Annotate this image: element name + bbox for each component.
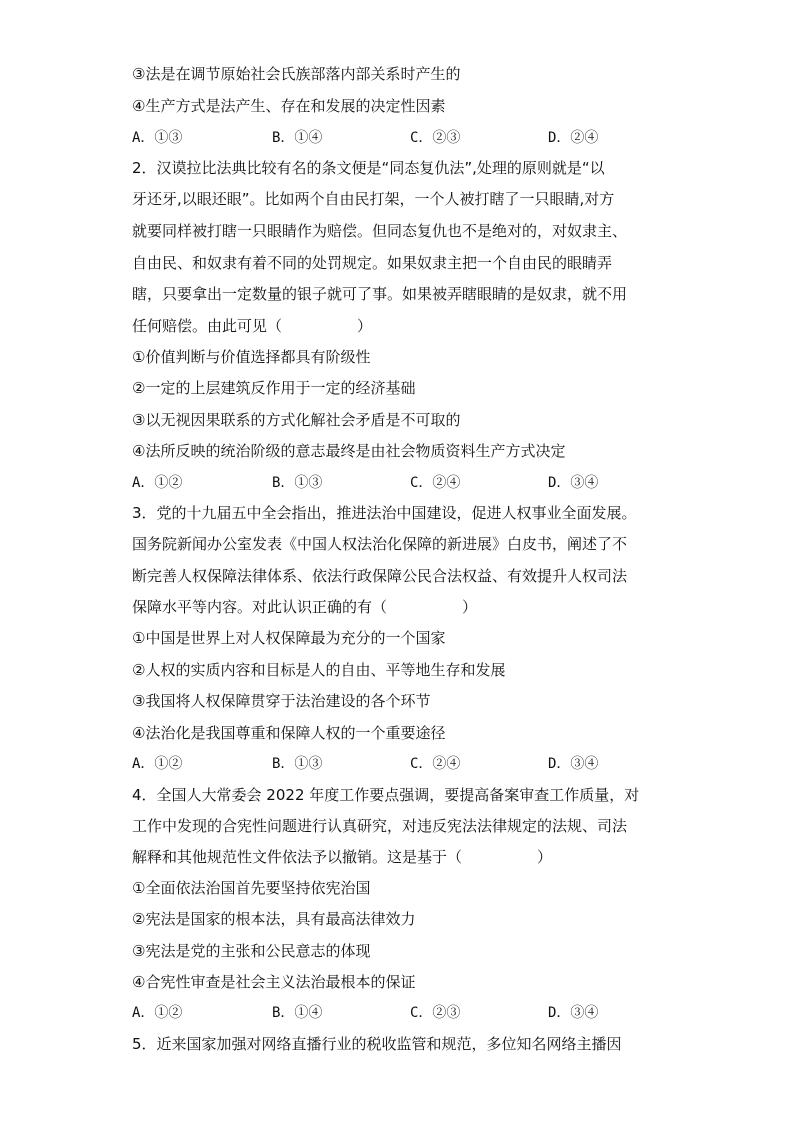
statement-line: ①中国是世界上对人权保障最为充分的一个国家 [132,629,446,647]
question-text-line: 4．全国人大常委会 2022 年度工作要点强调，要提高备案审查工作质量，对 [132,786,640,804]
option-b[interactable]: B．①③ [272,756,323,772]
statement-line: ④合宪性审查是社会主义法治最根本的保证 [132,973,416,991]
option-b[interactable]: B．①④ [272,130,323,146]
statement-line: ③法是在调节原始社会氏族部落内部关系时产生的 [132,65,461,83]
option-c[interactable]: C．②④ [410,475,461,491]
statement-line: ④法治化是我国尊重和保障人权的一个重要途径 [132,724,446,742]
statement-line: ④法所反映的统治阶级的意志最终是由社会物质资料生产方式决定 [132,442,566,460]
question-text-line: 自由民、和奴隶有着不同的处罚规定。如果奴隶主把一个自由民的眼睛弄 [132,254,613,272]
statement-line: ②人权的实质内容和目标是人的自由、平等地生存和发展 [132,661,506,679]
option-a[interactable]: A．①③ [132,130,183,146]
question-text-line: 任何赔偿。由此可见（ ） [132,317,373,335]
statement-line: ③我国将人权保障贯穿于法治建设的各个环节 [132,692,431,710]
option-a[interactable]: A．①② [132,1005,183,1021]
option-a[interactable]: A．①② [132,756,183,772]
statement-line: ③宪法是党的主张和公民意志的体现 [132,942,371,960]
option-b[interactable]: B．①③ [272,475,323,491]
question-text-line: 保障水平等内容。对此认识正确的有（ ） [132,598,478,616]
option-c[interactable]: C．②④ [410,756,461,772]
option-a[interactable]: A．①② [132,475,183,491]
question-text-line: 工作中发现的合宪性问题进行认真研究，对违反宪法法律规定的法规、司法 [132,817,628,835]
question-text-line: 国务院新闻办公室发表《中国人权法治化保障的新进展》白皮书，阐述了不 [132,535,628,553]
option-d[interactable]: D．③④ [548,475,599,491]
option-d[interactable]: D．③④ [548,1005,599,1021]
question-text-line: 瞎，只要拿出一定数量的银子就可了事。如果被弄瞎眼睛的是奴隶，就不用 [132,285,628,303]
statement-line: ②宪法是国家的根本法，具有最高法律效力 [132,910,416,928]
question-text-line: 5．近来国家加强对网络直播行业的税收监管和规范，多位知名网络主播因 [132,1035,622,1053]
question-text-line: 2．汉谟拉比法典比较有名的条文便是“同态复仇法”,处理的原则就是“以 [132,159,605,177]
statement-line: ④生产方式是法产生、存在和发展的决定性因素 [132,97,446,115]
statement-line: ②一定的上层建筑反作用于一定的经济基础 [132,379,416,397]
question-text-line: 断完善人权保障法律体系、依法行政保障公民合法权益、有效提升人权司法 [132,567,628,585]
question-text-line: 就要同样被打瞎一只眼睛作为赔偿。但同态复仇也不是绝对的，对奴隶主、 [132,222,628,240]
statement-line: ③以无视因果联系的方式化解社会矛盾是不可取的 [132,411,461,429]
option-d[interactable]: D．②④ [548,130,599,146]
option-c[interactable]: C．②③ [410,130,461,146]
question-text-line: 牙还牙,以眼还眼”。比如两个自由民打架，一个人被打瞎了一只眼睛,对方 [132,190,615,208]
option-c[interactable]: C．②③ [410,1005,461,1021]
question-text-line: 3．党的十九届五中全会指出，推进法治中国建设，促进人权事业全面发展。 [132,504,637,522]
option-b[interactable]: B．①④ [272,1005,323,1021]
option-d[interactable]: D．③④ [548,756,599,772]
statement-line: ①全面依法治国首先要坚持依宪治国 [132,879,371,897]
statement-line: ①价值判断与价值选择都具有阶级性 [132,348,371,366]
question-text-line: 解释和其他规范性文件依法予以撤销。这是基于（ ） [132,848,553,866]
